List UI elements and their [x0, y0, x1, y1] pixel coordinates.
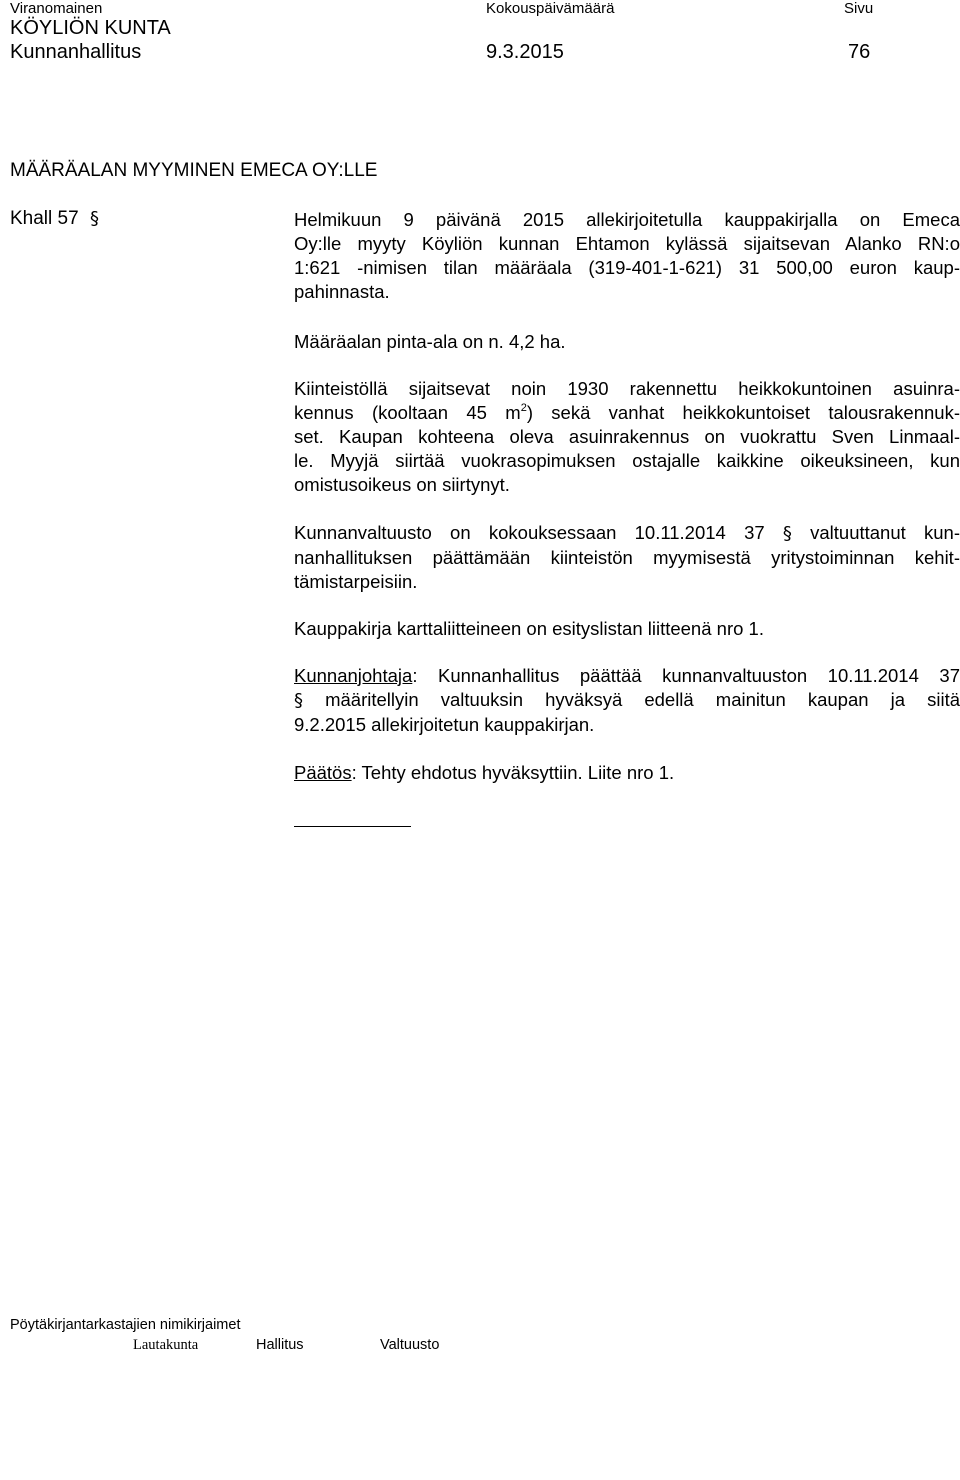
text-fragment: kennus (kooltaan 45 m — [294, 402, 521, 423]
text-fragment: valtuuttanut kun- — [810, 522, 960, 543]
text-fragment: määritellyin valtuuksin hyväksyä edellä mainitun kaupan ja siitä — [325, 689, 960, 710]
text-line: Kauppakirja karttaliitteineen on esityslistan liitteenä nro 1. — [294, 618, 764, 639]
header-authority-label: Viranomainen — [10, 0, 103, 17]
text-line — [294, 401, 960, 425]
page-number: 76 — [848, 41, 871, 63]
text-line: Kiinteistöllä sijaitsevat noin 1930 rakennettu heikkokuntoinen asuinra- — [294, 378, 960, 399]
header-meeting-date-label: Kokouspäivämäärä — [486, 0, 615, 17]
text-line: le. Myyjä siirtää vuokrasopimuksen ostajalle kaikkine oikeuksineen, kun — [294, 450, 960, 471]
paragraph-sale-description — [294, 208, 960, 304]
text-line: Helmikuun 9 päivänä 2015 allekirjoitetulla kauppakirjalla on Emeca — [294, 209, 960, 230]
decision-label: Päätös — [294, 762, 352, 783]
text-line — [294, 761, 960, 785]
text-line: 1:621 -nimisen tilan määräala (319-401-1-621) 31 500,00 euron kaup- — [294, 257, 960, 278]
end-separator — [294, 826, 411, 827]
text-line — [294, 688, 960, 713]
footer-council-column: Valtuusto — [380, 1337, 440, 1353]
paragraph-decision — [294, 761, 960, 785]
proposal-label: Kunnanjohtaja — [294, 665, 413, 686]
section-symbol: § — [89, 208, 99, 229]
section-symbol: § — [782, 523, 792, 544]
paragraph-area — [294, 330, 960, 354]
text-line: nanhallituksen päättämään kiinteistön myymisestä yritystoiminnan kehit- — [294, 547, 960, 568]
footer-initials-label: Pöytäkirjantarkastajien nimikirjaimet — [10, 1317, 241, 1333]
body-name: Kunnanhallitus — [10, 41, 142, 63]
text-line: omistusoikeus on siirtynyt. — [294, 474, 510, 495]
text-line: set. Kaupan kohteena oleva asuinrakennus on vuokrattu Sven Linmaal- — [294, 426, 960, 447]
text-line: pahinnasta. — [294, 281, 390, 302]
section-number: Khall 57 — [10, 208, 79, 229]
footer-board-column: Lautakunta — [133, 1337, 199, 1353]
footer-government-column: Hallitus — [256, 1337, 304, 1353]
meeting-date: 9.3.2015 — [486, 41, 564, 63]
section-label — [10, 208, 99, 230]
paragraph-buildings — [294, 377, 960, 497]
text-fragment: Kunnanvaltuusto on kokouksessaan 10.11.2014 37 — [294, 522, 765, 543]
section-symbol: § — [294, 690, 303, 711]
text-line: Määräalan pinta-ala on n. 4,2 ha. — [294, 331, 566, 352]
paragraph-council-decision — [294, 521, 960, 594]
text-line: Oy:lle myyty Köyliön kunnan Ehtamon kylässä sijaitsevan Alanko RN:o — [294, 233, 960, 254]
text-fragment: : Tehty ehdotus hyväksyttiin. Liite nro 1. — [351, 762, 675, 783]
document-title: MÄÄRÄALAN MYYMINEN EMECA OY:LLE — [10, 160, 378, 181]
text-line: tämistarpeisiin. — [294, 571, 418, 592]
header-page-label: Sivu — [844, 0, 874, 17]
text-line — [294, 521, 960, 546]
text-fragment: ) sekä vanhat heikkokuntoiset talousrakennuk- — [526, 402, 960, 423]
org-name: KÖYLIÖN KUNTA — [10, 17, 171, 39]
text-line — [294, 664, 960, 688]
text-line: 9.2.2015 allekirjoitetun kauppakirjan. — [294, 714, 595, 735]
paragraph-attachment — [294, 617, 960, 641]
superscript: 2 — [520, 401, 527, 414]
paragraph-mayor-proposal — [294, 664, 960, 737]
text-fragment: : Kunnanhallitus päättää kunnanvaltuuston 10.11.2014 37 — [412, 665, 960, 686]
